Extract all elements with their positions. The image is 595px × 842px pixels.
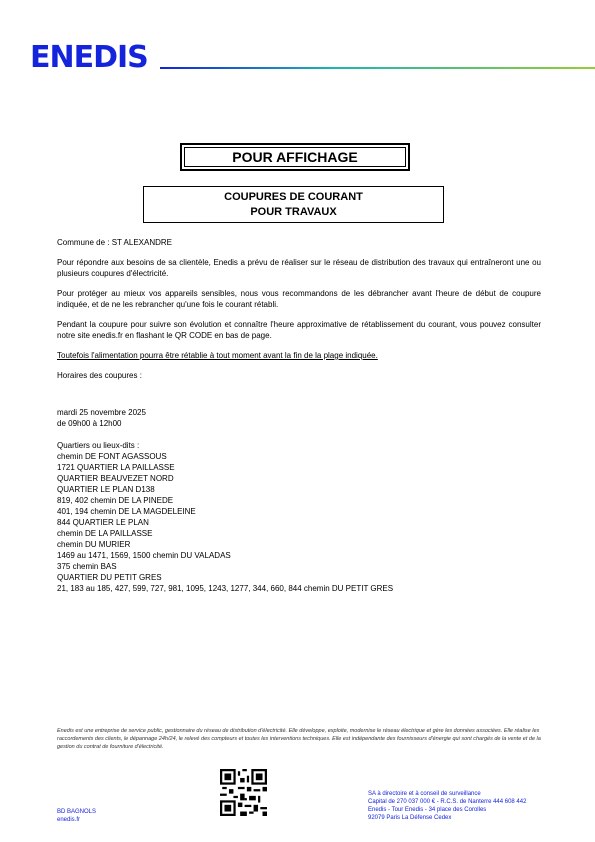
place-item: 401, 194 chemin DE LA MAGDELEINE — [57, 507, 196, 516]
place-item: chemin DE LA PAILLASSE — [57, 529, 153, 538]
outage-date: mardi 25 novembre 2025 — [57, 408, 146, 417]
place-item: QUARTIER DU PETIT GRES — [57, 573, 162, 582]
paragraph-3: Pendant la coupure pour suivre son évolution et connaître l'heure approximative de rétablissement du courant, vous pouvez consulter notre site enedis.fr en flashant le QR CODE en bas de page. — [57, 320, 541, 340]
logo-divider — [160, 67, 595, 69]
footer-right — [368, 790, 526, 822]
commune: Commune de : ST ALEXANDRE — [57, 238, 173, 247]
qr-code-icon[interactable] — [220, 769, 267, 816]
page-title-box — [180, 143, 410, 171]
notice-content — [57, 237, 541, 594]
places-label: Quartiers ou lieux-dits : — [57, 441, 140, 450]
company-capital: Capital de 270 037 000 € - R.C.S. de Nanterre 444 608 442 — [368, 799, 527, 805]
company-address-1: Enedis - Tour Enedis - 34 place des Corolles — [368, 807, 487, 813]
place-item: 819, 402 chemin DE LA PINEDE — [57, 496, 174, 505]
company-address-2: 92079 Paris La Défense Cedex — [368, 815, 452, 821]
subtitle-line1: COUPURES DE COURANT — [224, 191, 363, 203]
subtitle-line2: POUR TRAVAUX — [250, 206, 337, 218]
paragraph-1: Pour répondre aux besoins de sa clientèle, Enedis a prévu de réaliser sur le réseau de distribution des travaux qui entraîneront une ou plusieurs coupures d'électricité. — [57, 258, 541, 278]
footer-left — [57, 808, 96, 824]
place-item: QUARTIER LE PLAN D138 — [57, 485, 155, 494]
company-form: SA à directoire et à conseil de surveillance — [368, 791, 481, 797]
place-item: 21, 183 au 185, 427, 599, 727, 981, 1095, 1243, 1277, 344, 660, 844 chemin DU PETIT GRES — [57, 584, 394, 593]
place-item: 844 QUARTIER LE PLAN — [57, 518, 149, 527]
hours-label: Horaires des coupures : — [57, 371, 142, 380]
footer-site-name: BD BAGNOLS — [57, 809, 97, 815]
outage-time: de 09h00 à 12h00 — [57, 419, 122, 428]
place-item: 1721 QUARTIER LA PAILLASSE — [57, 463, 175, 472]
place-item: 1469 au 1471, 1569, 1500 chemin DU VALADAS — [57, 551, 231, 560]
place-item: chemin DE FONT AGASSOUS — [57, 452, 167, 461]
place-item: 375 chemin BAS — [57, 562, 117, 571]
paragraph-2: Pour protéger au mieux vos appareils sensibles, nous vous recommandons de les débrancher avant l'heure de début de coupure indiquée, et de ne les rebrancher qu'une fois le courant rétabli. — [57, 289, 541, 309]
place-item: QUARTIER BEAUVEZET NORD — [57, 474, 174, 483]
place-item: chemin DU MURIER — [57, 540, 131, 549]
footer-website-link[interactable]: enedis.fr — [57, 817, 81, 823]
subtitle-box — [143, 186, 444, 223]
enedis-logo: ENEDIS — [30, 40, 148, 75]
page-title: POUR AFFICHAGE — [232, 149, 358, 165]
restore-notice: Toutefois l'alimentation pourra être rétablie à tout moment avant la fin de la plage indiquée. — [57, 351, 378, 360]
legal-notice: Enedis est une entreprise de service public, gestionnaire du réseau de distribution d'électricité. Elle développe, exploite, modernise le réseau électrique et gère les données associées. Elle réalise les raccordements des clients, le dépannage 24h/24, le relevé des compteurs et toutes les interventions techniques. Elle est indépendante des fournisseurs d'énergie qui sont chargés de la vente et de la gestion du contrat de fourniture d'électricité. — [57, 728, 541, 750]
